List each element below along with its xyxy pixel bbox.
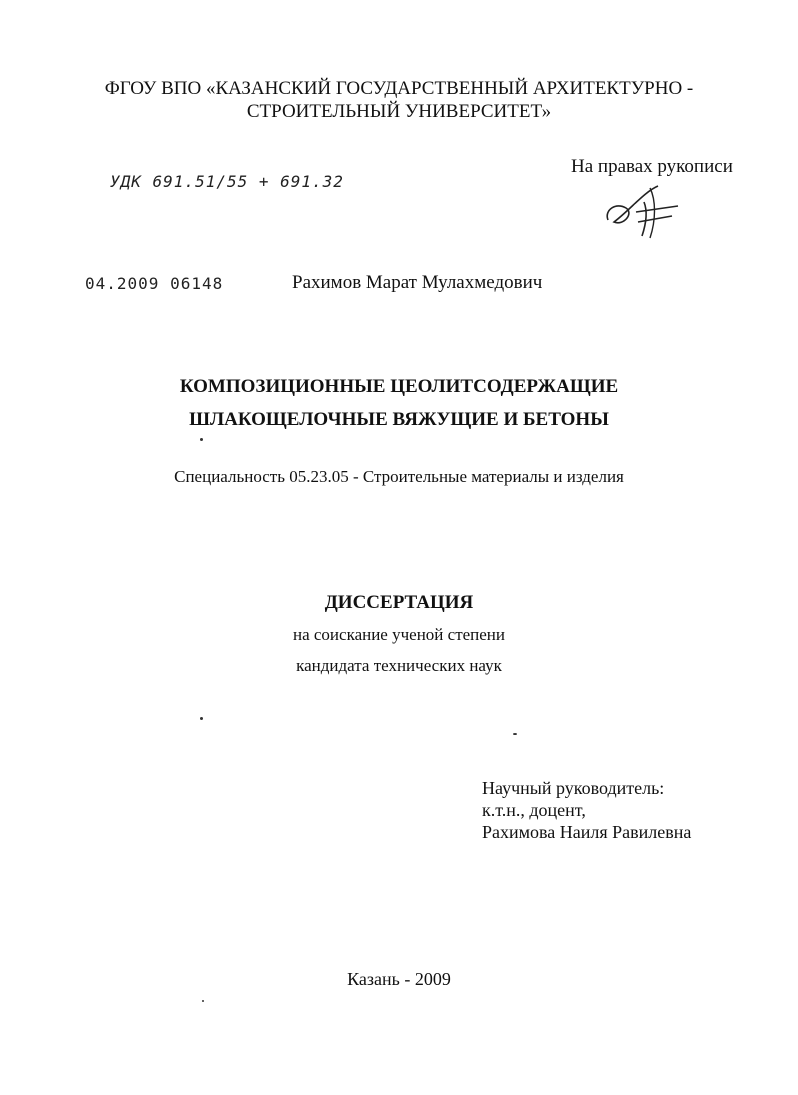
advisor-label: Научный руководитель:: [482, 778, 665, 798]
specialty: Специальность 05.23.05 - Строительные материалы и изделия: [174, 467, 624, 486]
manuscript-rights: На правах рукописи: [571, 156, 733, 177]
scan-speck: [200, 438, 203, 441]
organization-line-2: СТРОИТЕЛЬНЫЙ УНИВЕРСИТЕТ»: [246, 101, 552, 122]
city-year: Казань - 2009: [347, 969, 451, 989]
organization-line-1: ФГОУ ВПО «КАЗАНСКИЙ ГОСУДАРСТВЕННЫЙ АРХИТЕКТУРНО -: [104, 78, 694, 99]
registration-number: 04.2009 06148: [85, 274, 224, 293]
dissertation-title: [0, 370, 798, 436]
udk-code: УДК 691.51/55 + 691.32: [110, 172, 344, 191]
advisor-name: Рахимова Наиля Равилевна: [482, 822, 692, 842]
document-type: ДИССЕРТАЦИЯ: [324, 592, 474, 613]
scan-speck: [200, 717, 203, 720]
organization-header: [0, 77, 798, 123]
degree-line-1: на соискание ученой степени: [292, 625, 506, 644]
scan-speck: [202, 1000, 204, 1002]
degree-line-2: кандидата технических наук: [296, 656, 502, 675]
advisor-degree: к.т.н., доцент,: [482, 800, 586, 820]
title-line-2: ШЛАКОЩЕЛОЧНЫЕ ВЯЖУЩИЕ И БЕТОНЫ: [189, 409, 609, 430]
scientific-advisor: [482, 777, 691, 843]
signature-icon: [600, 180, 690, 242]
author-name: Рахимов Марат Мулахмедович: [292, 272, 543, 293]
title-line-1: КОМПОЗИЦИОННЫЕ ЦЕОЛИТСОДЕРЖАЩИЕ: [179, 376, 619, 397]
scan-speck: [513, 733, 517, 735]
